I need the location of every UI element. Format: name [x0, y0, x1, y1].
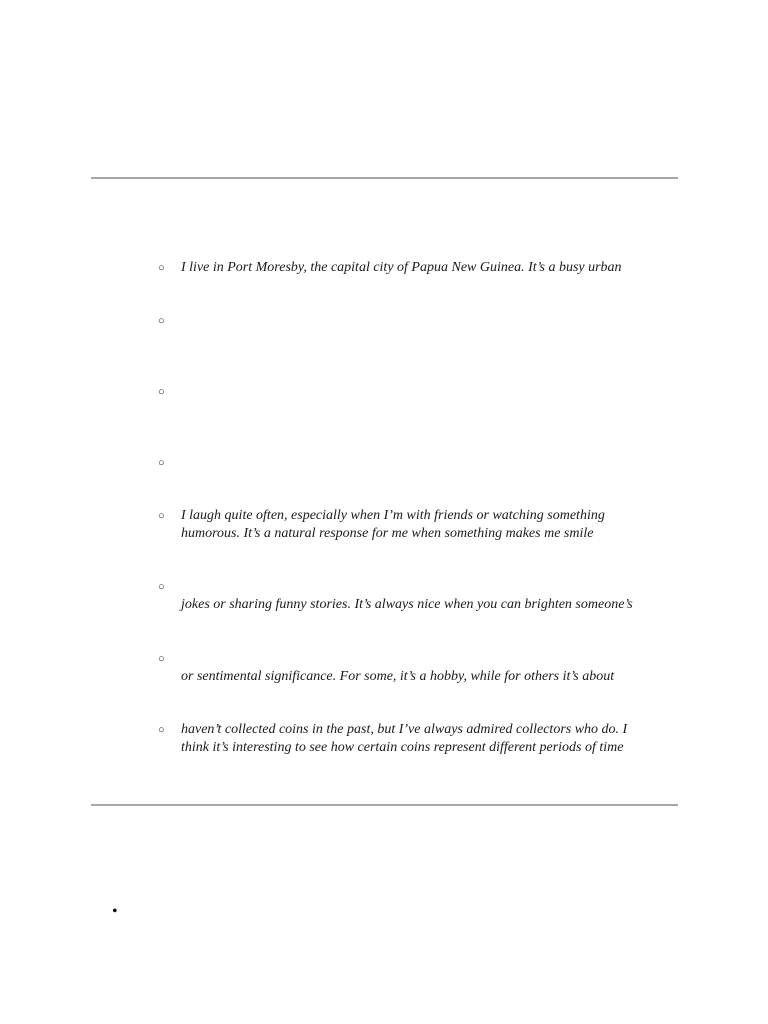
list-item-text: or sentimental significance. For some, it’s a hobby, while for others it’s about — [181, 669, 615, 684]
circle-bullet-icon: ○ — [158, 581, 165, 593]
bottom-divider — [91, 804, 678, 806]
list-item-text: I laugh quite often, especially when I’m with friends or watching something humorous. It’s a natural response for me when something makes me smile — [181, 508, 605, 541]
circle-bullet-icon: ○ — [158, 262, 165, 274]
list-item-text: haven’t collected coins in the past, but I’ve always admired collectors who do. I think it’s interesting to see how certain coins represent different periods of time — [181, 722, 628, 755]
list-item-text: I live in Port Moresby, the capital city of Papua New Guinea. It’s a busy urban — [181, 260, 622, 275]
circle-bullet-icon: ○ — [158, 653, 165, 665]
circle-bullet-icon: ○ — [158, 724, 165, 736]
disc-bullet-icon: • — [112, 903, 118, 920]
list-item-text: jokes or sharing funny stories. It’s always nice when you can brighten someone’s — [181, 597, 633, 612]
top-divider — [91, 177, 678, 179]
circle-bullet-icon: ○ — [158, 386, 165, 398]
circle-bullet-icon: ○ — [158, 315, 165, 327]
circle-bullet-icon: ○ — [158, 510, 165, 522]
circle-bullet-icon: ○ — [158, 457, 165, 469]
